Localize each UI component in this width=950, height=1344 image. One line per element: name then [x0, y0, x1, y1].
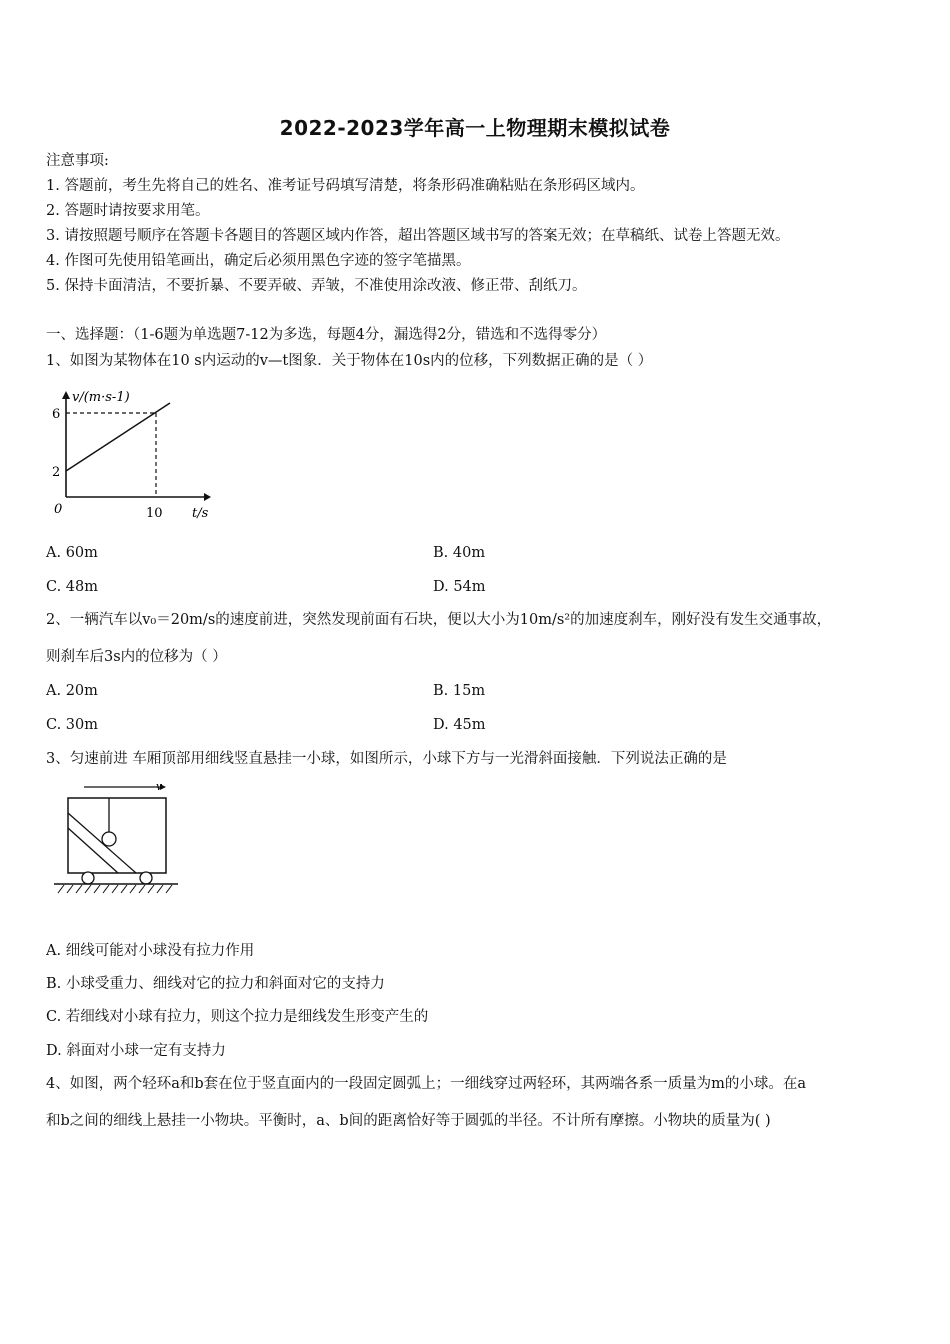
cart-figure: [50, 778, 185, 903]
q1-option-c: C. 48m: [46, 579, 98, 595]
q1-option-a: A. 60m: [46, 545, 98, 561]
origin-label: 0: [54, 502, 63, 517]
notice-item-5: 5. 保持卡面清洁，不要折暴、不要弄破、弄皱，不准使用涂改液、修正带、刮纸刀。: [46, 278, 587, 294]
q3-option-d: D. 斜面对小球一定有支持力: [46, 1043, 226, 1059]
velocity-label: v: [156, 780, 163, 793]
question-4-stem-line-2: 和b之间的细线上悬挂一小物块。平衡时，a、b间的距离恰好等于圆弧的半径。不计所有摩擦。小物块的质量为( ): [46, 1113, 771, 1129]
exam-title: 2022-2023学年高一上物理期末模拟试卷: [279, 116, 671, 140]
question-2-stem-line-1: 2、一辆汽车以v₀＝20m/s的速度前进，突然发现前面有石块，便以大小为10m/s²的加速度刹车，刚好没有发生交通事故，: [46, 612, 832, 628]
q3-option-a: A. 细线可能对小球没有拉力作用: [46, 943, 255, 959]
x-axis-label: t/s: [192, 506, 209, 521]
section-heading: 一、选择题：（1-6题为单选题7-12为多选，每题4分，漏选得2分，错选和不选得零分）: [46, 327, 607, 343]
notice-item-1: 1. 答题前，考生先将自己的姓名、准考证号码填写清楚，将条形码准确粘贴在条形码区域内。: [46, 178, 645, 194]
question-3-stem: 3、匀速前进 车厢顶部用细线竖直悬挂一小球，如图所示，小球下方与一光滑斜面接触．下列说法正确的是: [46, 751, 727, 767]
notice-item-2: 2. 答题时请按要求用笔。: [46, 203, 210, 219]
q2-option-d: D. 45m: [433, 717, 486, 733]
ball: [102, 832, 116, 846]
question-2-stem-line-2: 则刹车后3s内的位移为（ ）: [46, 649, 227, 665]
cart-body: [68, 798, 166, 873]
y-axis-arrow: [62, 391, 70, 399]
q2-option-b: B. 15m: [433, 683, 486, 699]
notice-item-4: 4. 作图可先使用铅笔画出，确定后必须用黑色字迹的签字笔描黑。: [46, 253, 471, 269]
q2-option-a: A. 20m: [46, 683, 98, 699]
x-tick-10: 10: [146, 506, 163, 521]
ground-hatching: [58, 885, 172, 893]
y-tick-6: 6: [52, 407, 61, 422]
y-axis-label: v/(m·s-1): [72, 390, 130, 405]
notice-heading: 注意事项:: [46, 153, 109, 169]
incline-top-edge: [68, 813, 136, 873]
x-axis-arrow: [204, 493, 211, 501]
q1-option-b: B. 40m: [433, 545, 486, 561]
right-wheel: [140, 872, 152, 884]
q3-option-c: C. 若细线对小球有拉力，则这个拉力是细线发生形变产生的: [46, 1009, 429, 1025]
vt-graph-figure: [46, 385, 226, 525]
y-tick-2: 2: [52, 465, 61, 480]
q3-option-b: B. 小球受重力、细线对它的拉力和斜面对它的支持力: [46, 976, 385, 992]
left-wheel: [82, 872, 94, 884]
question-1-stem: 1、如图为某物体在10 s内运动的v—t图象．关于物体在10s内的位移，下列数据正确的是（ ）: [46, 353, 653, 369]
notice-item-3: 3. 请按照题号顺序在答题卡各题目的答题区域内作答，超出答题区域书写的答案无效；在草稿纸、试卷上答题无效。: [46, 228, 790, 244]
question-4-stem-line-1: 4、如图，两个轻环a和b套在位于竖直面内的一段固定圆弧上；一细线穿过两轻环，其两端各系一质量为m的小球。在a: [46, 1076, 807, 1092]
q2-option-c: C. 30m: [46, 717, 98, 733]
q1-option-d: D. 54m: [433, 579, 486, 595]
